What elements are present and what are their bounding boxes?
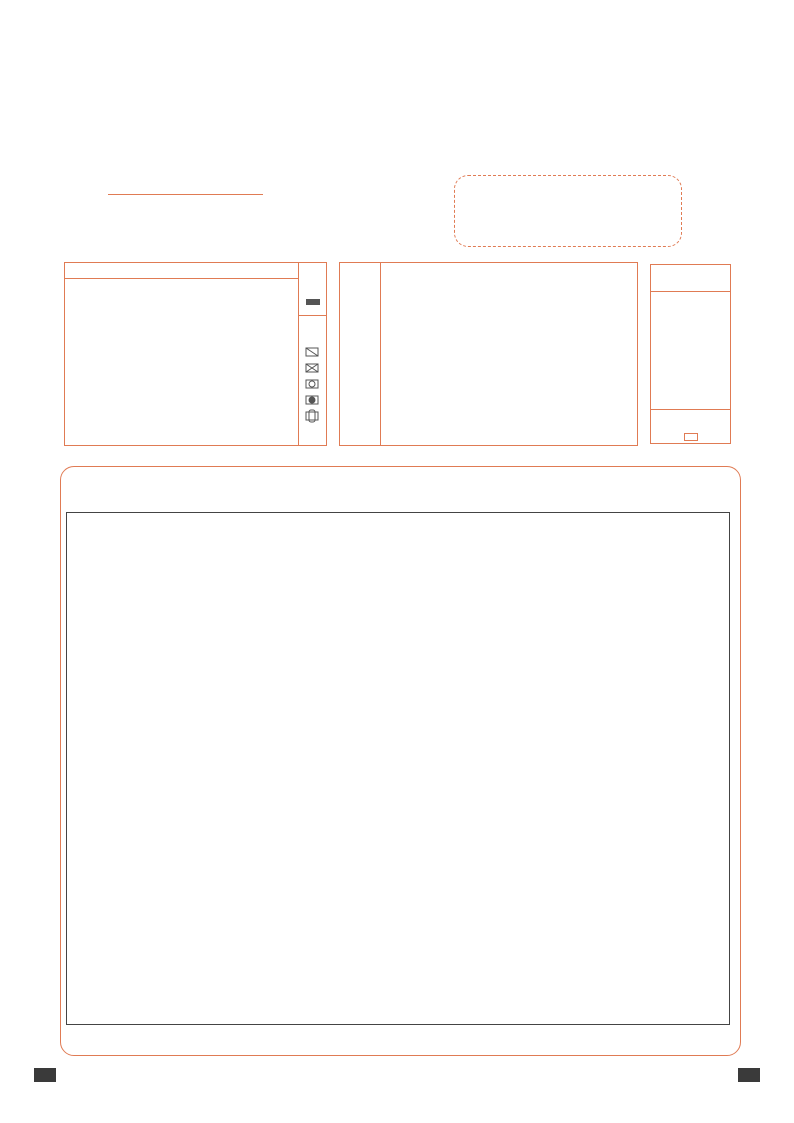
corner-mark-bottom-left	[34, 1068, 56, 1082]
notice-title-column	[340, 263, 381, 445]
corner-mark-bottom-right	[738, 1068, 760, 1082]
name-line[interactable]	[108, 194, 263, 195]
notice-box	[339, 262, 638, 446]
admission-divider	[298, 263, 299, 445]
admission-number-grid	[64, 262, 327, 446]
wrong-fill-samples	[305, 347, 321, 437]
absent-mark-box	[650, 264, 731, 444]
barcode-area	[454, 175, 682, 247]
forbidden-divider	[651, 409, 730, 410]
answer-area	[66, 512, 730, 1025]
absent-mark-box-cell[interactable]	[684, 433, 698, 441]
correct-fill-sample	[306, 299, 320, 305]
forbidden-title	[651, 265, 730, 292]
admission-header	[65, 263, 298, 279]
fill-divider	[299, 315, 327, 316]
